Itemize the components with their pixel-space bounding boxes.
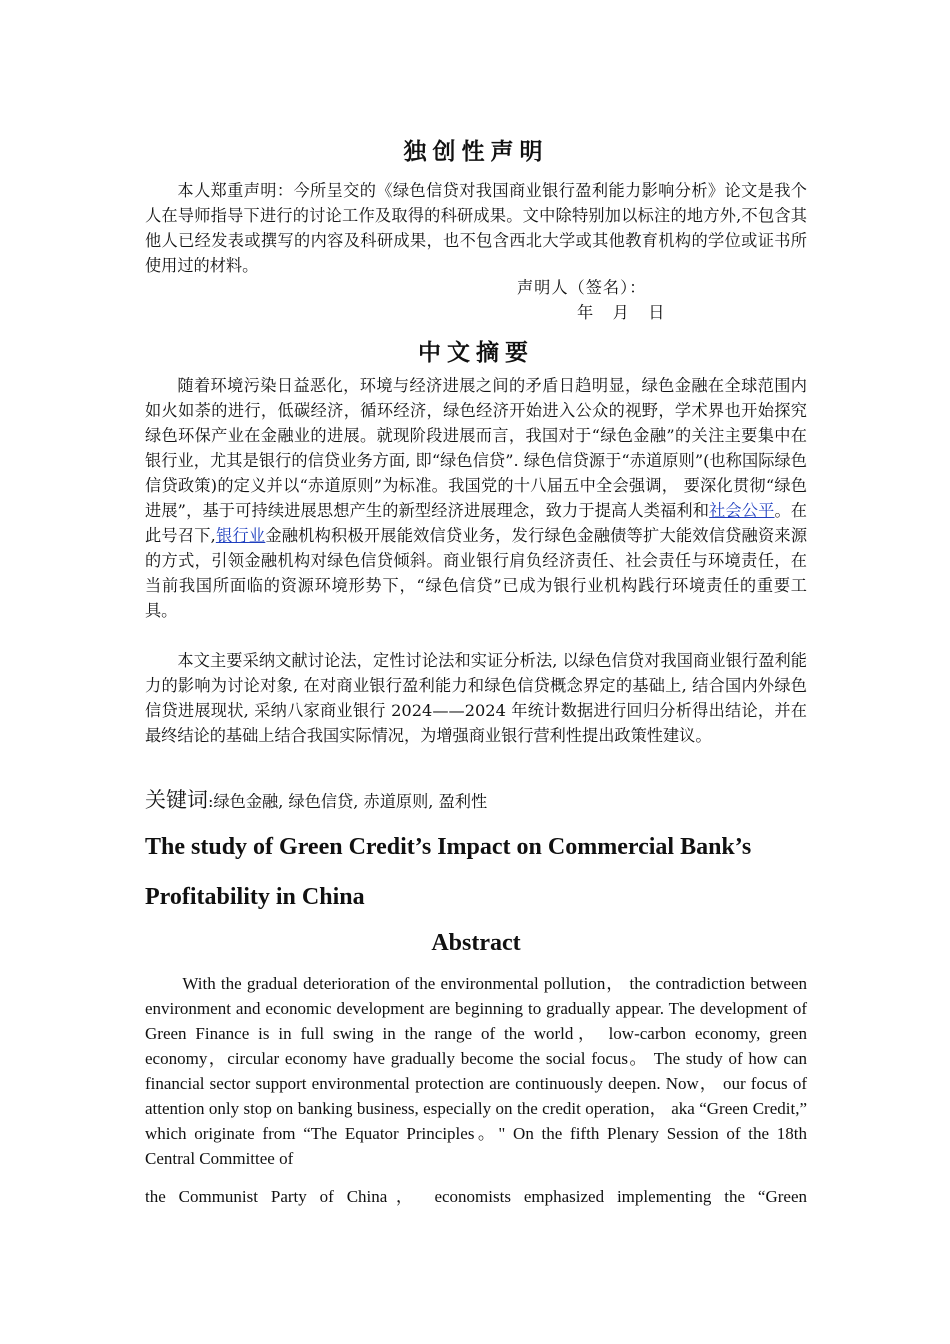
keywords-line (145, 784, 807, 814)
para1-text-c: 金融机构积极开展能效信贷业务，发行绿色金融债等扩大能效信贷融资来源的方式，引领金融机构对绿色信贷倾斜。商业银行肩负经济责任、社会责任与环境责任，在当前我国所面临的资源环境形势下，“绿色信贷”已成为银行业机构践行环境责任的重要工具。 (145, 526, 808, 620)
social-fairness-link[interactable]: 社会公平 (709, 501, 775, 520)
para1-text-a: 随着环境污染日益恶化，环境与经济进展之间的矛盾日趋明显，绿色金融在全球范围内如火如荼的进行，低碳经济，循环经济，绿色经济开始进入公众的视野，学术界也开始探究绿色环保产业在金融业的进展。就现阶段进展而言，我国对于“绿色金融”的关注主要集中在银行业，尤其是银行的信贷业务方面, 即“绿色信贷”. 绿色信贷源于“赤道原则”(也称国际绿色信贷政策)的定义并以“赤道原则”为标准。我国党的十八届五中全会强调， 要深化贯彻“绿色进展”，基于可持续进展思想产生的新型经济进展理念，致力于提高人类福利和 (145, 376, 807, 520)
english-abstract-title: Abstract (431, 930, 521, 956)
chinese-abstract-para-1 (145, 373, 807, 623)
signer-label: 声明人（签名）： (517, 278, 647, 297)
english-title-line-1: The study of Green Credit’s Impact on Commercial Bank’s (145, 834, 752, 860)
keywords-values: 绿色金融, 绿色信贷, 赤道原则, 盈利性 (213, 792, 488, 811)
chinese-abstract-title: 中文摘要 (418, 340, 534, 366)
english-abstract-para-1: With the gradual deterioration of the environmental pollution， the contradiction between environment and economic development are beginning to gradually appear. The development of Green Finance is in full swing in the range of the world， low-carbon economy, green economy，circular economy have gradually become the social focus。 The study of how can financial sector support environmental protection are continuously deepen. Now， our focus of attention only stop on banking business, especially on the credit operation， aka “Green Credit,” which originate from “The Equator Principles。" On the fifth Plenary Session of the 18th Central Committee of (145, 974, 807, 1168)
chinese-abstract-para-2: 本文主要采纳文献讨论法，定性讨论法和实证分析法, 以绿色信贷对我国商业银行盈利能力的影响为讨论对象, 在对商业银行盈利能力和绿色信贷概念界定的基础上, 结合国内外绿色信贷进展现状, 采纳八家商业银行 2024——2024 年统计数据进行回归分析得出结论，并在最终结论的基础上结合我国实际情况，为增强商业银行营利性提出政策性建议。 (145, 651, 807, 745)
date-label: 年 月 日 (577, 303, 666, 322)
declaration-title: 独创性声明 (403, 139, 549, 165)
english-title-line-2: Profitability in China (145, 884, 365, 910)
banking-industry-link[interactable]: 银行业 (215, 526, 266, 545)
para1-text-b: 。在此号召下, (145, 501, 807, 545)
english-abstract-last-line: the Communist Party of China， economists emphasized implementing the “Green (145, 1187, 807, 1206)
keywords-separator: : (208, 792, 214, 811)
keywords-label: 关键词 (145, 788, 208, 812)
declaration-body: 本人郑重声明：今所呈交的《绿色信贷对我国商业银行盈利能力影响分析》论文是我个人在导师指导下进行的讨论工作及取得的科研成果。文中除特别加以标注的地方外,不包含其他人已经发表或撰写的内容及科研成果，也不包含西北大学或其他教育机构的学位或证书所使用过的材料。 (145, 181, 807, 275)
